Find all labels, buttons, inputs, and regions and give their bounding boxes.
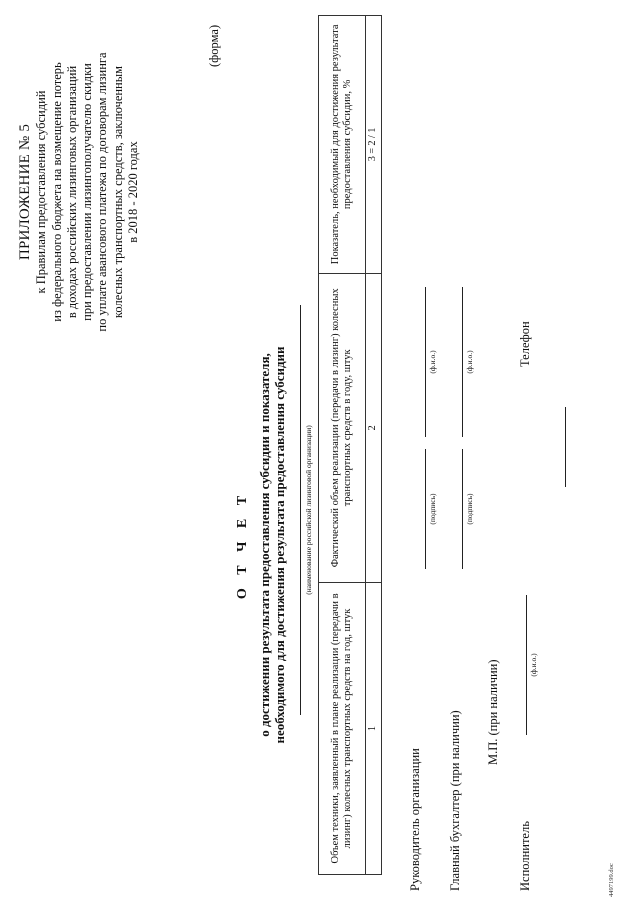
document-code: 4497199.doc bbox=[608, 863, 615, 897]
report-table bbox=[318, 15, 382, 875]
table-column-number: 3 = 2 / 1 bbox=[366, 16, 382, 274]
report-subtitle-line-2: необходимого для достижения результата предоставления субсидии bbox=[272, 346, 287, 744]
executor-name-caption: (ф.и.о.) bbox=[529, 653, 538, 677]
head-of-organization-label: Руководитель организации bbox=[408, 748, 422, 891]
appendix-line: к Правилам предоставления субсидий bbox=[34, 90, 49, 294]
head-name-caption: (ф.и.о.) bbox=[428, 350, 437, 374]
accountant-signature-caption: (подпись) bbox=[465, 493, 474, 525]
table-column-number: 2 bbox=[366, 273, 382, 582]
organization-name-line bbox=[300, 305, 301, 715]
organization-name-caption: (наименование российской лизинговой организации) bbox=[304, 425, 313, 595]
appendix-line: в 2018 - 2020 годах bbox=[126, 141, 141, 243]
accountant-name-line bbox=[462, 287, 463, 437]
appendix-line: по уплате авансового платежа по договорам лизинга bbox=[95, 52, 110, 332]
report-title: О Т Ч Е Т bbox=[235, 490, 250, 600]
appendix-line: из федерального бюджета на возмещение потерь bbox=[49, 62, 64, 322]
appendix-line: при предоставлении лизингополучателю скидки bbox=[80, 63, 95, 321]
table-column-number: 1 bbox=[366, 582, 382, 874]
head-name-line bbox=[425, 287, 426, 437]
stamp-label: М.П. (при наличии) bbox=[486, 659, 500, 765]
chief-accountant-label: Главный бухгалтер (при наличии) bbox=[448, 710, 462, 891]
accountant-name-caption: (ф.и.о.) bbox=[465, 350, 474, 374]
accountant-signature-line bbox=[462, 449, 463, 569]
table-header-cell: Объем техники, заявленный в плане реализации (передачи в лизинг) колесных транспортных средств на год, штук bbox=[319, 582, 366, 874]
executor-name-line bbox=[526, 595, 527, 735]
table-header-cell: Фактический объем реализации (передачи в лизинг) колесных транспортных средств в году, штук bbox=[319, 273, 366, 582]
appendix-title: ПРИЛОЖЕНИЕ № 5 bbox=[17, 123, 33, 261]
table-header-row bbox=[319, 16, 366, 875]
appendix-line: колесных транспортных средств, заключенным bbox=[110, 65, 125, 319]
head-signature-line bbox=[425, 449, 426, 569]
table-header-cell: Показатель, необходимый для достижения результата предоставления субсидии, % bbox=[319, 16, 366, 274]
phone-label: Телефон bbox=[518, 321, 532, 367]
appendix-line: в доходах российских лизинговых организаций bbox=[64, 65, 79, 319]
head-signature-caption: (подпись) bbox=[428, 493, 437, 525]
report-title-block bbox=[235, 265, 288, 825]
report-subtitle-line-1: о достижении результата предоставления субсидии и показателя, bbox=[256, 353, 272, 737]
executor-extra-line bbox=[565, 407, 566, 487]
executor-label: Исполнитель bbox=[518, 821, 532, 891]
table-number-row bbox=[366, 16, 382, 875]
form-note: (форма) bbox=[207, 24, 221, 67]
appendix-header bbox=[18, 0, 141, 397]
